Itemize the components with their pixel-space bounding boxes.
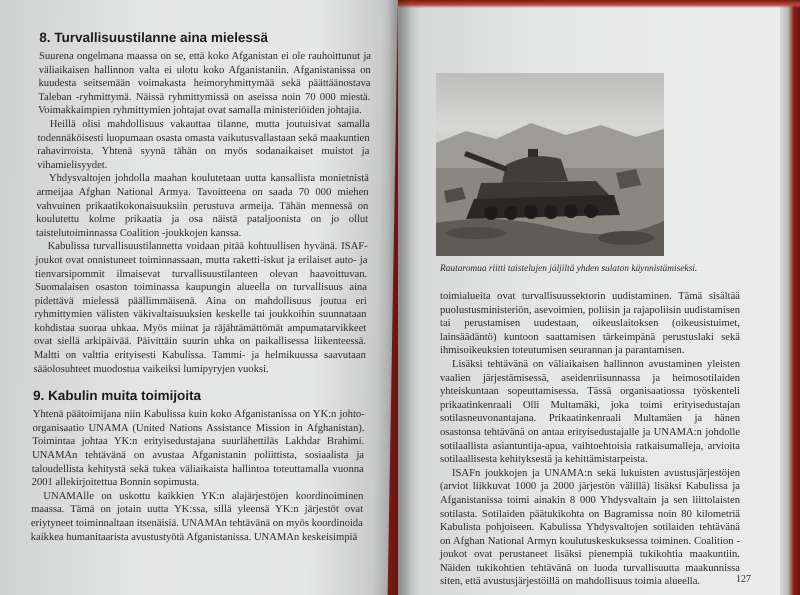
section-9-paragraph-1: Yhtenä päätoimijana niin Kabulissa kuin koko Afganistanissa on YK:n johto-organisaatio UNAMA (United Nations Assistance Mission in Afghanistan). Toimintaa johtaa YK:n erityisedustajana suurlähettiläs Lakhdar Brahimi. UNAMAn tehtävänä on avustaa Afganistanin poliittista, sosiaalista ja taloudellista kehitystä sekä tukea väliaikaista hallintoa toteuttamalla vuonna 2001 allekirjoitettua Bonnin sopimusta.: [31, 409, 365, 489]
section-9-heading: 9. Kabulin muita toimijoita: [32, 388, 202, 404]
section-8-paragraph-2: Heillä olisi mahdollisuus vakauttaa tilanne, mutta joutuisivat samalla todennäköisesti luopumaan osasta omasta vaikutusvallastaan sekä maakuntien rahavirroista. Yhtenä syynä tähän on myös sodanaikaiset muistot ja vihamielisyydet.: [37, 118, 370, 171]
right-page: [398, 0, 780, 595]
right-page-text: [440, 290, 740, 589]
section-8-heading: 8. Turvallisuustilanne aina mielessä: [39, 30, 269, 45]
section-8-paragraph-4: Kabulissa turvallisuustilannetta voidaan pitää kohtuullisen hyvänä. ISAF-joukot ovat onnistuneet toiminnassaan, mutta raketti-iskut ja erilaiset auto- ja tienvarsipommit ilmaisevat turvallisuustilanteen olevan haavoittuvan. Suomalaisen osaston toiminassa kaupungin alueella on turvallisuus aina pidettävä mielessä päällimmäisenä. Aina on mahdollisuus joutua eri ryhmittymien välisten väkivaltaisuuksien keskelle tai joukkoihin suunnataan kohdistaa suoraa uhkaa. Myös miinat ja räjähtämättömät ampumatarvikkeet ovat siellä arkipäivää. Päivittäin suurin uhka on paikallisessa liikenteessä. Maltti on valttia erityisesti Kabulissa. Tammi- ja helmikuussa saavutaan sääolosuhteet muodostua vaikeiksi lumipyryjen vuoksi.: [33, 241, 368, 375]
section-8-paragraph-1: Suurena ongelmana maassa on se, että koko Afganistan ei ole rauhoittunut ja väliaikaisen hallinnon valta ei ulotu koko Afganistaniin. Afganistanissa on kuudesta seitsemään voimakasta heimoryhmittymää sekä päättäänostava Taleban -ryhmittymä. Näissä ryhmittymissä on aseissa noin 70 000 miestä. Voimakkaimpien ryhmittymien johtajat ovat samalla ministeriöiden johtajia.: [37, 51, 372, 117]
right-paragraph-2: Lisäksi tehtävänä on väliaikaisen hallinnon avustaminen yleisten vaalien järjestämisessä, aseidenriisunnassa ja heimosotilaiden yhteiskuntaan sopeuttamisessa. Tässä organisaatiossa työskenteli prikaatinkenraali Olli Multamäki, joka toimi erityisedustajan sotilasneuvonantajana. Prikaatinkenraali Multamäen ja hänen osastonsa tehtävänä on antaa erityisedustajalle ja UNAMA:n johdolle sotilaallista asiantuntija-apua, vaihtoehtoisia ratkaisumalleja, arvioita sotilaallisesta kehityksestä ja kehittämistarpeista.: [440, 358, 740, 466]
left-page: [0, 0, 398, 595]
photo-caption: Rautaromua riitti taistelujen jäljiltä yhden sulaton käynnistämiseksi.: [440, 264, 698, 274]
section-9-paragraph-2: UNAMAlle on uskottu kaikkien YK:n alajärjestöjen koordinoiminen maassa. Tämä on jotain uutta YK:ssa, sillä yleensä YK:n järjestöt ovat eriytyneet toiminnaltaan itsenäisiä. UNAMAn tehtävänä on myös koordinoida kaikkea humanitaarista avustustyötä Afganistanissa. UNAMAn keskeisimpiä: [30, 490, 364, 543]
section-8-paragraph-3: Yhdysvaltojen johdolla maahan koulutetaan uutta kansallista monietnistä armeijaa Afghan National Armya. Tavoitteena on saada 70 000 miehen vahvuinen prikaatikokonaisuuksiin perustuva armeija. Tähän mennessä on koulutettu kolme prikaatia ja osa näistä pataljoonista on jo ollut taistelutoiminnassa Coalition -joukkojen kanssa.: [35, 173, 369, 239]
left-page-text: [31, 30, 372, 544]
tank-photo: [436, 73, 664, 256]
page-number: 127: [736, 574, 751, 585]
right-paragraph-1: toimialueita ovat turvallisuussektorin uudistaminen. Tämä sisältää puolustusministeriön, asevoimien, poliisin ja rajapoliisin uudistamisen tai perustamisen uudestaan, oikeuslaitoksen (oikeusistuimet, lainsäädäntö) kuntoon saattamisen tärkeimpänä perustuslaki sekä ihmisoikeuksien toteutumisen seurannan ja parantamisen.: [440, 291, 740, 357]
book-cover-top: [398, 0, 800, 8]
right-paragraph-3: ISAFn joukkojen ja UNAMA:n sekä lukuisten avustusjärjestöjen (arviot liikkuvat 1000 ja 2000 järjestön välillä) lisäksi Kabulissa ja Afganistanissa toimi ainakin 8 000 Yhdysvaltain ja sen liittolaisten sotilasta. Sotilaiden päätukikohta on Bagramissa noin 80 kilometriä Kabulista pohjoiseen. Kabulissa Yhdysvaltojen sotilaiden tehtävänä on Afghan National Armyn koulutuskeskuksessa toiminen. Coalition -joukot ovat perustaneet lisäksi pienempiä tukikohtia maakuntiin. Näiden tukikohtien tehtävänä on luoda turvallisuutta maakunnissa siten, että avustusjärjestöillä on mahdollisuus toimia alueella.: [440, 467, 740, 588]
book-cover-edge: [780, 0, 800, 595]
tank-illustration: [436, 73, 664, 256]
